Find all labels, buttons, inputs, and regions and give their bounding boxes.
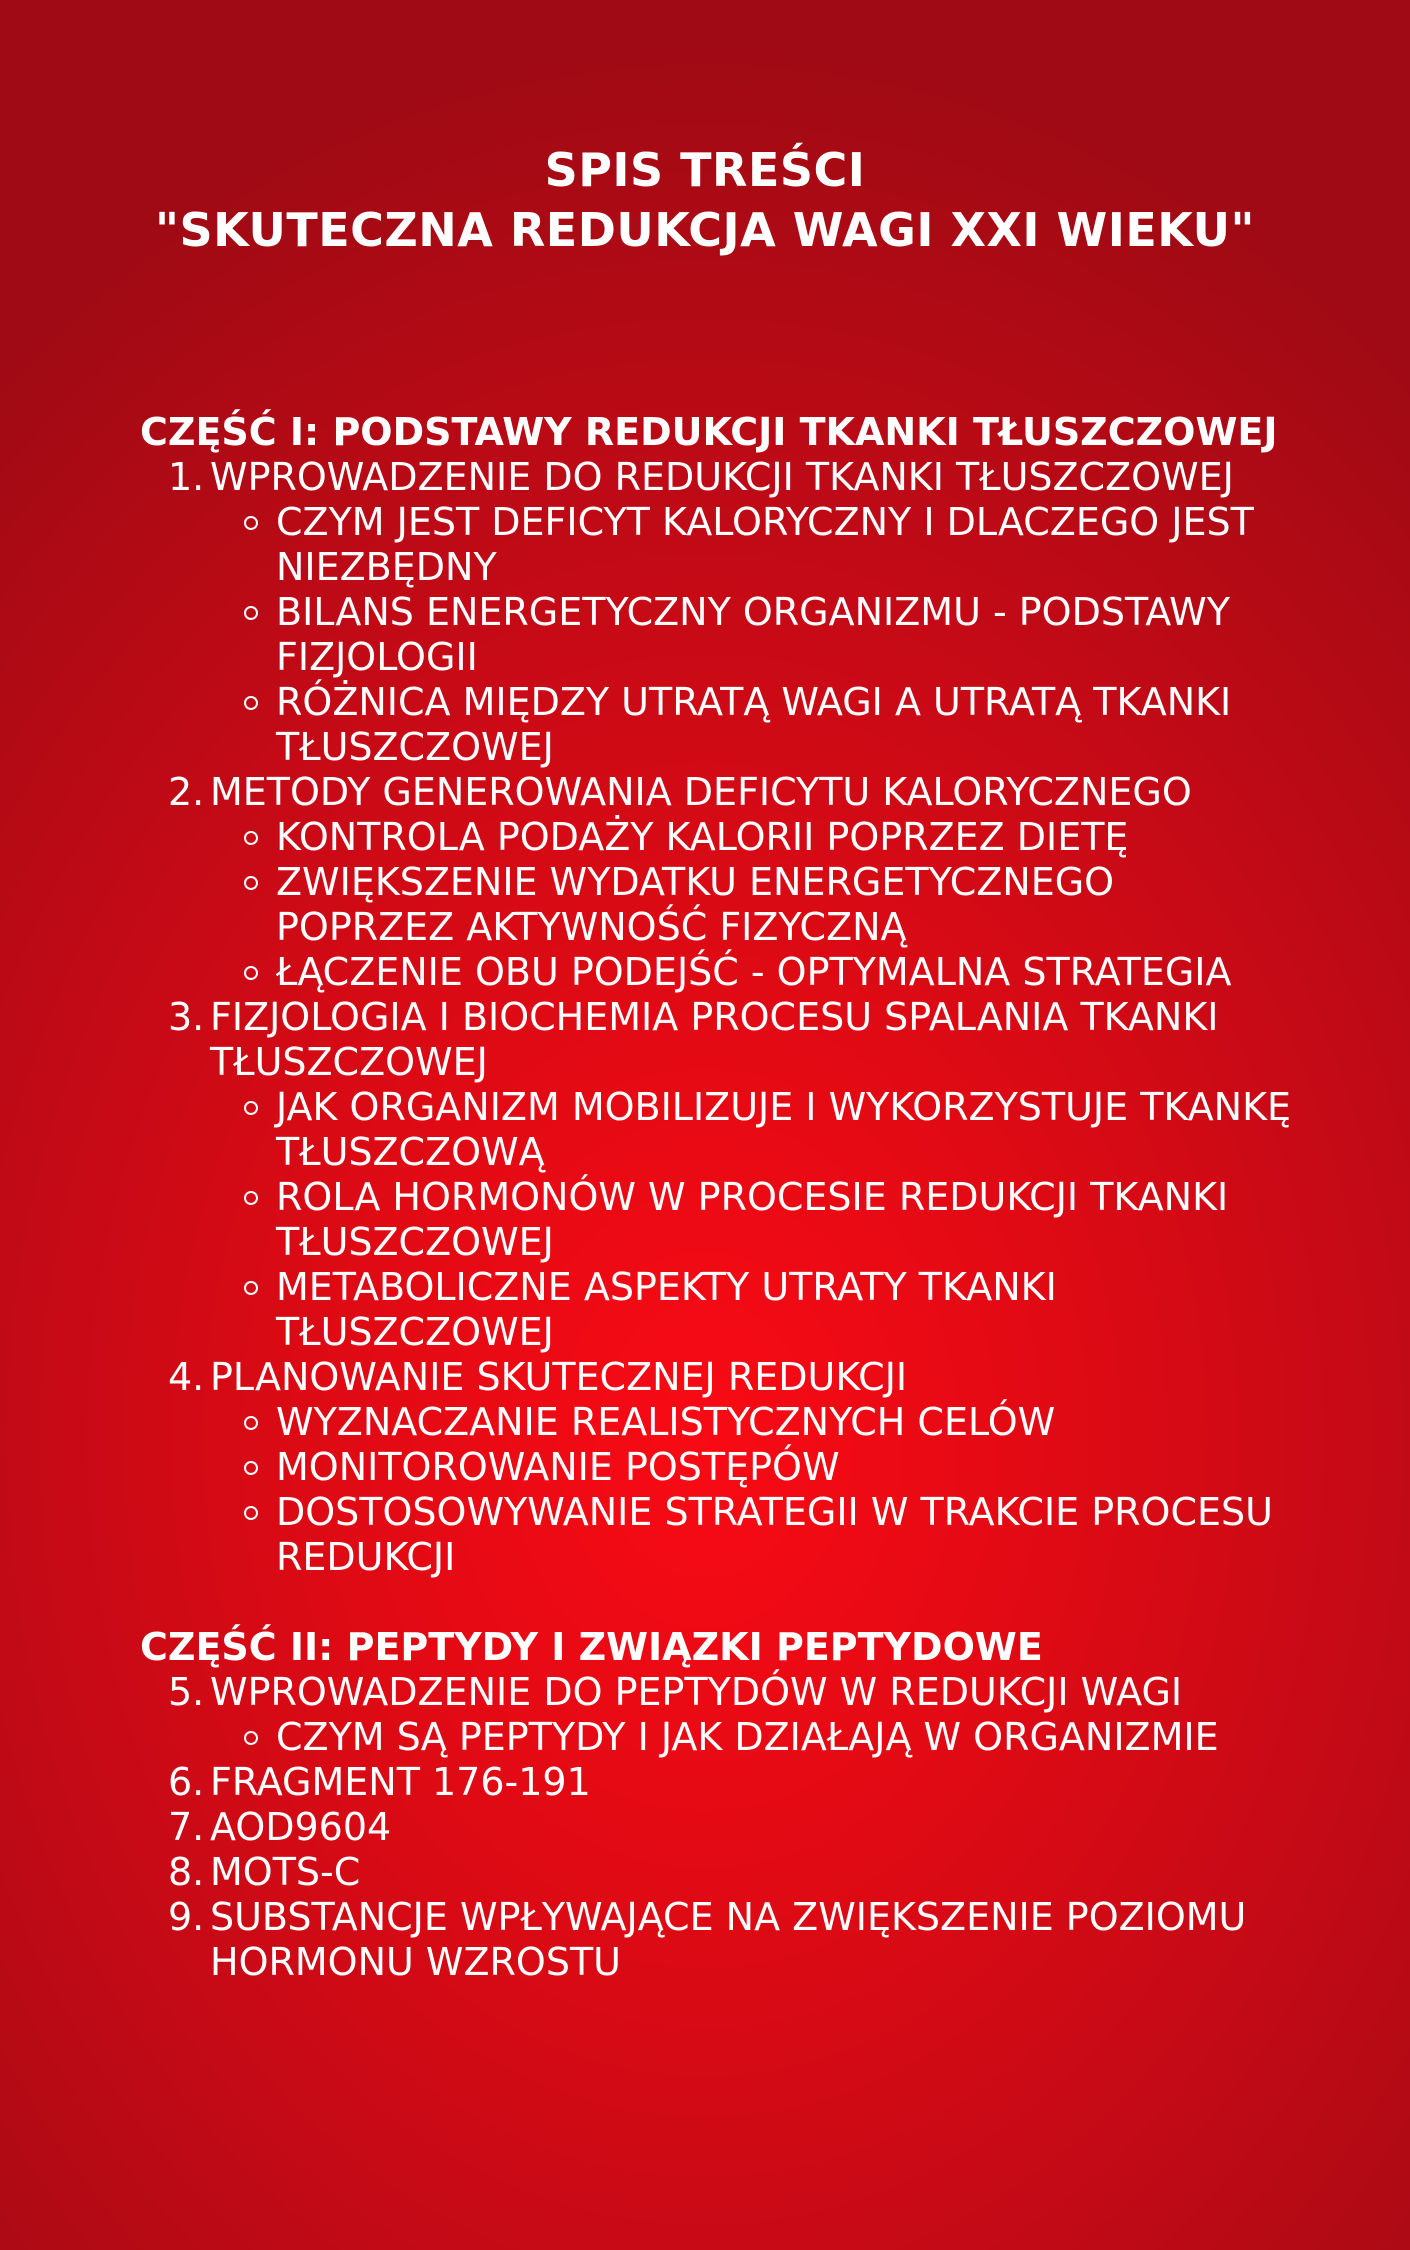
chapter-title: AOD9604	[210, 1805, 392, 1849]
table-of-contents	[140, 410, 1300, 1985]
circle-bullet-icon	[244, 696, 258, 710]
chapter-number: 5.	[168, 1670, 205, 1714]
page-title	[0, 140, 1410, 260]
chapter-number: 1.	[168, 455, 205, 499]
chapter-number: 6.	[168, 1760, 205, 1804]
subsection-item	[140, 1265, 1300, 1355]
subsection-title: CZYM SĄ PEPTYDY I JAK DZIAŁAJĄ W ORGANIZMIE	[276, 1715, 1219, 1759]
circle-bullet-icon	[244, 1281, 258, 1295]
chapter-item	[140, 995, 1300, 1085]
chapter-title: FIZJOLOGIA I BIOCHEMIA PROCESU SPALANIA TKANKI TŁUSZCZOWEJ	[210, 995, 1219, 1084]
subsection-item	[140, 1175, 1300, 1265]
chapter-list	[140, 455, 1300, 1580]
subsection-title: CZYM JEST DEFICYT KALORYCZNY I DLACZEGO JEST NIEZBĘDNY	[276, 500, 1254, 589]
chapter-number: 7.	[168, 1805, 205, 1849]
subsection-item	[140, 1715, 1300, 1760]
subsection-item	[140, 1400, 1300, 1445]
subsection-item	[140, 1445, 1300, 1490]
circle-bullet-icon	[244, 1506, 258, 1520]
subsection-title: ŁĄCZENIE OBU PODEJŚĆ - OPTYMALNA STRATEGIA	[276, 950, 1232, 994]
circle-bullet-icon	[244, 831, 258, 845]
subsection-title: WYZNACZANIE REALISTYCZNYCH CELÓW	[276, 1400, 1056, 1444]
subsection-title: DOSTOSOWYWANIE STRATEGII W TRAKCIE PROCESU REDUKCJI	[276, 1490, 1273, 1579]
chapter-item	[140, 770, 1300, 815]
circle-bullet-icon	[244, 1101, 258, 1115]
subsection-title: BILANS ENERGETYCZNY ORGANIZMU - PODSTAWY FIZJOLOGII	[276, 590, 1230, 679]
chapter-title: PLANOWANIE SKUTECZNEJ REDUKCJI	[210, 1355, 908, 1399]
chapter-title: MOTS-C	[210, 1850, 361, 1894]
subsection-title: ROLA HORMONÓW W PROCESIE REDUKCJI TKANKI TŁUSZCZOWEJ	[276, 1175, 1229, 1264]
part-spacer	[140, 1580, 1300, 1625]
toc-part	[140, 410, 1300, 1580]
circle-bullet-icon	[244, 1416, 258, 1430]
subsection-title: KONTROLA PODAŻY KALORII POPRZEZ DIETĘ	[276, 815, 1129, 859]
chapter-number: 9.	[168, 1895, 205, 1939]
chapter-title: WPROWADZENIE DO PEPTYDÓW W REDUKCJI WAGI	[210, 1670, 1183, 1714]
chapter-item	[140, 1760, 1300, 1805]
chapter-number: 4.	[168, 1355, 205, 1399]
subsection-item	[140, 590, 1300, 680]
circle-bullet-icon	[244, 516, 258, 530]
subsection-item	[140, 1085, 1300, 1175]
circle-bullet-icon	[244, 1191, 258, 1205]
part-heading: CZĘŚĆ I: PODSTAWY REDUKCJI TKANKI TŁUSZCZOWEJ	[140, 410, 1278, 454]
circle-bullet-icon	[244, 606, 258, 620]
chapter-item	[140, 1670, 1300, 1715]
chapter-title: FRAGMENT 176-191	[210, 1760, 591, 1804]
subsection-item	[140, 500, 1300, 590]
chapter-number: 8.	[168, 1850, 205, 1894]
chapter-item	[140, 1895, 1300, 1985]
subsection-item	[140, 815, 1300, 860]
chapter-number: 2.	[168, 770, 205, 814]
circle-bullet-icon	[244, 876, 258, 890]
chapter-number: 3.	[168, 995, 205, 1039]
chapter-item	[140, 455, 1300, 500]
subsection-item	[140, 950, 1300, 995]
chapter-item	[140, 1850, 1300, 1895]
subsection-title: JAK ORGANIZM MOBILIZUJE I WYKORZYSTUJE TKANKĘ TŁUSZCZOWĄ	[276, 1085, 1292, 1174]
chapter-item	[140, 1805, 1300, 1850]
subsection-title: ZWIĘKSZENIE WYDATKU ENERGETYCZNEGO POPRZEZ AKTYWNOŚĆ FIZYCZNĄ	[276, 860, 1115, 949]
subsection-item	[140, 860, 1300, 950]
subsection-title: METABOLICZNE ASPEKTY UTRATY TKANKI TŁUSZCZOWEJ	[276, 1265, 1057, 1354]
subsection-item	[140, 680, 1300, 770]
subsection-item	[140, 1490, 1300, 1580]
toc-part	[140, 1625, 1300, 1985]
circle-bullet-icon	[244, 966, 258, 980]
circle-bullet-icon	[244, 1461, 258, 1475]
subsection-title: MONITOROWANIE POSTĘPÓW	[276, 1445, 840, 1489]
chapter-title: WPROWADZENIE DO REDUKCJI TKANKI TŁUSZCZOWEJ	[210, 455, 1234, 499]
chapter-title: METODY GENEROWANIA DEFICYTU KALORYCZNEGO	[210, 770, 1192, 814]
chapter-item	[140, 1355, 1300, 1400]
subsection-title: RÓŻNICA MIĘDZY UTRATĄ WAGI A UTRATĄ TKANKI TŁUSZCZOWEJ	[276, 680, 1232, 769]
part-heading: CZĘŚĆ II: PEPTYDY I ZWIĄZKI PEPTYDOWE	[140, 1625, 1043, 1669]
chapter-title: SUBSTANCJE WPŁYWAJĄCE NA ZWIĘKSZENIE POZIOMU HORMONU WZROSTU	[210, 1895, 1247, 1984]
circle-bullet-icon	[244, 1731, 258, 1745]
page-title-line-2: "SKUTECZNA REDUKCJA WAGI XXI WIEKU"	[155, 203, 1255, 257]
page-title-line-1: SPIS TREŚCI	[544, 143, 866, 197]
chapter-list	[140, 1670, 1300, 1985]
